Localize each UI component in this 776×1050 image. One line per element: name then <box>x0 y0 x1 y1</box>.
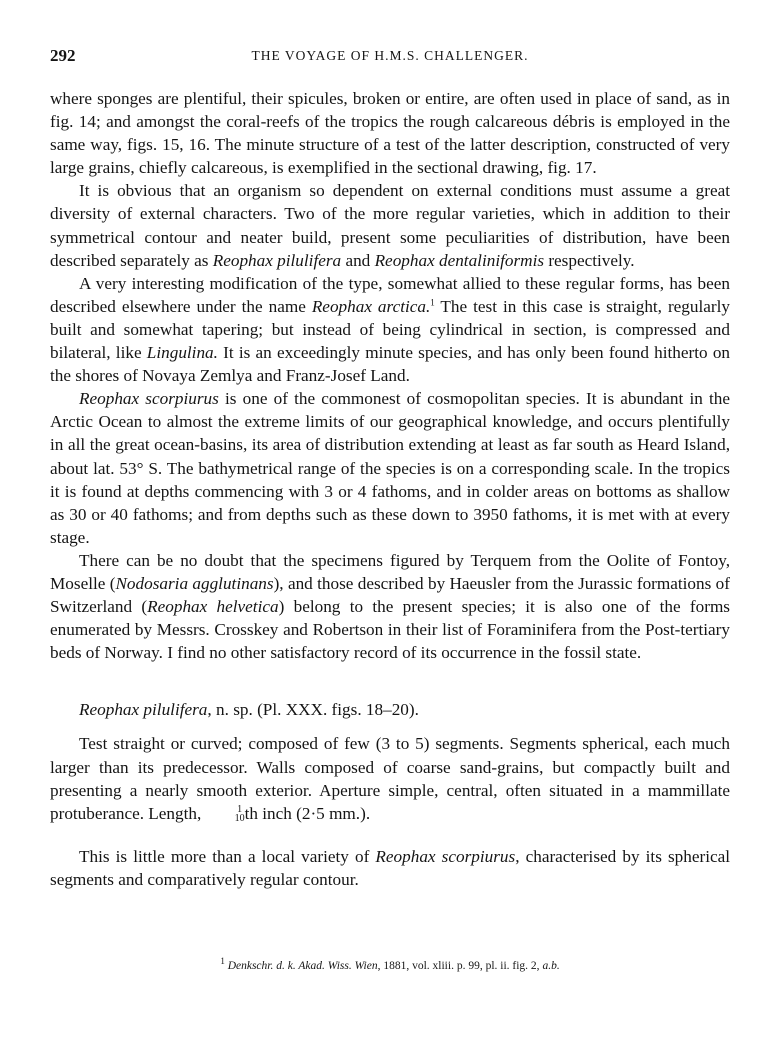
paragraph-diversity: It is obvious that an organism so dependent on external conditions must assume a great diversity of external characters. Two of the more regular varieties, which in addition to their symmetrical contour and neater build, present some peculiarities of distribution, have been described separately as Reophax pilulifera and Reophax dentaliniformis respectively. <box>50 181 730 270</box>
citation-journal: Denkschr. d. k. Akad. Wiss. Wien <box>227 960 378 972</box>
taxon-name: Reophax dentaliniformis <box>374 250 545 270</box>
taxon-name: Reophax scorpiurus <box>375 846 516 866</box>
taxon-name: Reophax helvetica <box>147 597 279 617</box>
paragraph-arctica: A very interesting modification of the type, somewhat allied to these regular forms, has been described elsewhere under the name Reophax arctica.$^1$ The test in this case is straight, regularly built and somewhat tapering; but instead of being cylindrical in section, is compressed and bilateral, like Lingulina. It is an exceedingly minute species, and has only been found hitherto on the shores of Novaya Zemlya and Franz-Josef Land. <box>50 273 731 386</box>
footnote-marker: 1 <box>220 956 225 967</box>
taxon-name: Reophax scorpiurus <box>79 389 219 409</box>
paragraph-continued: where sponges are plentiful, their spicules, broken or entire, are often used in place of sand, as in fig. 14; and amongst the coral-reefs of the tropics the rough calcareous débris is employed in the same way, figs. 15, 16. The minute structure of a test of the latter description, constructed of very large grains, chiefly calcareous, is exemplified in the sectional drawing, fig. 17. <box>50 89 730 178</box>
running-title: THE VOYAGE OF H.M.S. CHALLENGER. <box>251 48 529 63</box>
running-head <box>50 46 730 68</box>
paragraph-scorpiurus: Reophax scorpiurus is one of the commonest of cosmopolitan species. It is abundant in the Arctic Ocean to almost the extreme limits of our geographical knowledge, and occurs plentifully in all the great ocean-basins, its area of distribution extending at least as far south as Heard Island, about lat. 53° S. The bathymetrical range of the species is on a corresponding scale. In the tropics it is found at depths commencing with 3 or 4 fathoms, and in colder areas on bottoms as shallow as 30 or 40 fathoms; and from depths such as these down to 3950 fathoms, it is met with at every stage. <box>50 389 730 547</box>
taxon-name: Reophax arctica. <box>311 296 431 316</box>
body-text <box>50 87 730 891</box>
page-number: 292 <box>50 46 76 65</box>
taxon-name: Lingulina. <box>146 343 218 363</box>
taxon-name: Reophax pilulifera <box>212 250 342 270</box>
fraction: 1 10 <box>234 803 245 824</box>
taxon-name: Nodosaria agglutinans <box>115 573 274 593</box>
species-remark: This is little more than a local variety of Reophax scorpiurus, characterised by its spherical segments and comparatively regular contour. <box>50 846 731 889</box>
footnote-marker: 1 <box>430 297 435 308</box>
paragraph-fossil: There can be no doubt that the specimens figured by Terquem from the Oolite of Fontoy, Moselle (Nodosaria agglutinans), and those described by Haeusler from the Jurassic formations of Switzerland (Reophax helvetica) belong to the present species; it is also one of the forms enumerated by Messrs. Crosskey and Robertson in their list of Foraminifera from the Post-tertiary beds of Norway. I find no other satisfactory record of its occurrence in the fossil state. <box>50 550 730 663</box>
species-heading: Reophax pilulifera, n. sp. (Pl. XXX. figs. 18–20). <box>79 700 419 720</box>
footnote: $^1$ Denkschr. d. k. Akad. Wiss. Wien, 1881, vol. xliii. p. 99, pl. ii. fig. 2, a.b. <box>220 956 560 972</box>
species-description: Test straight or curved; composed of few (3 to 5) segments. Segments spherical, each much larger than its predecessor. Walls composed of coarse sand-grains, but compactly built and presenting a nearly smooth exterior. Aperture simple, central, often situated in a mammillate protuberance. Length, 1 10 th inch (2·5 mm.). <box>50 734 730 824</box>
species-name: Reophax pilulifera <box>79 700 208 720</box>
